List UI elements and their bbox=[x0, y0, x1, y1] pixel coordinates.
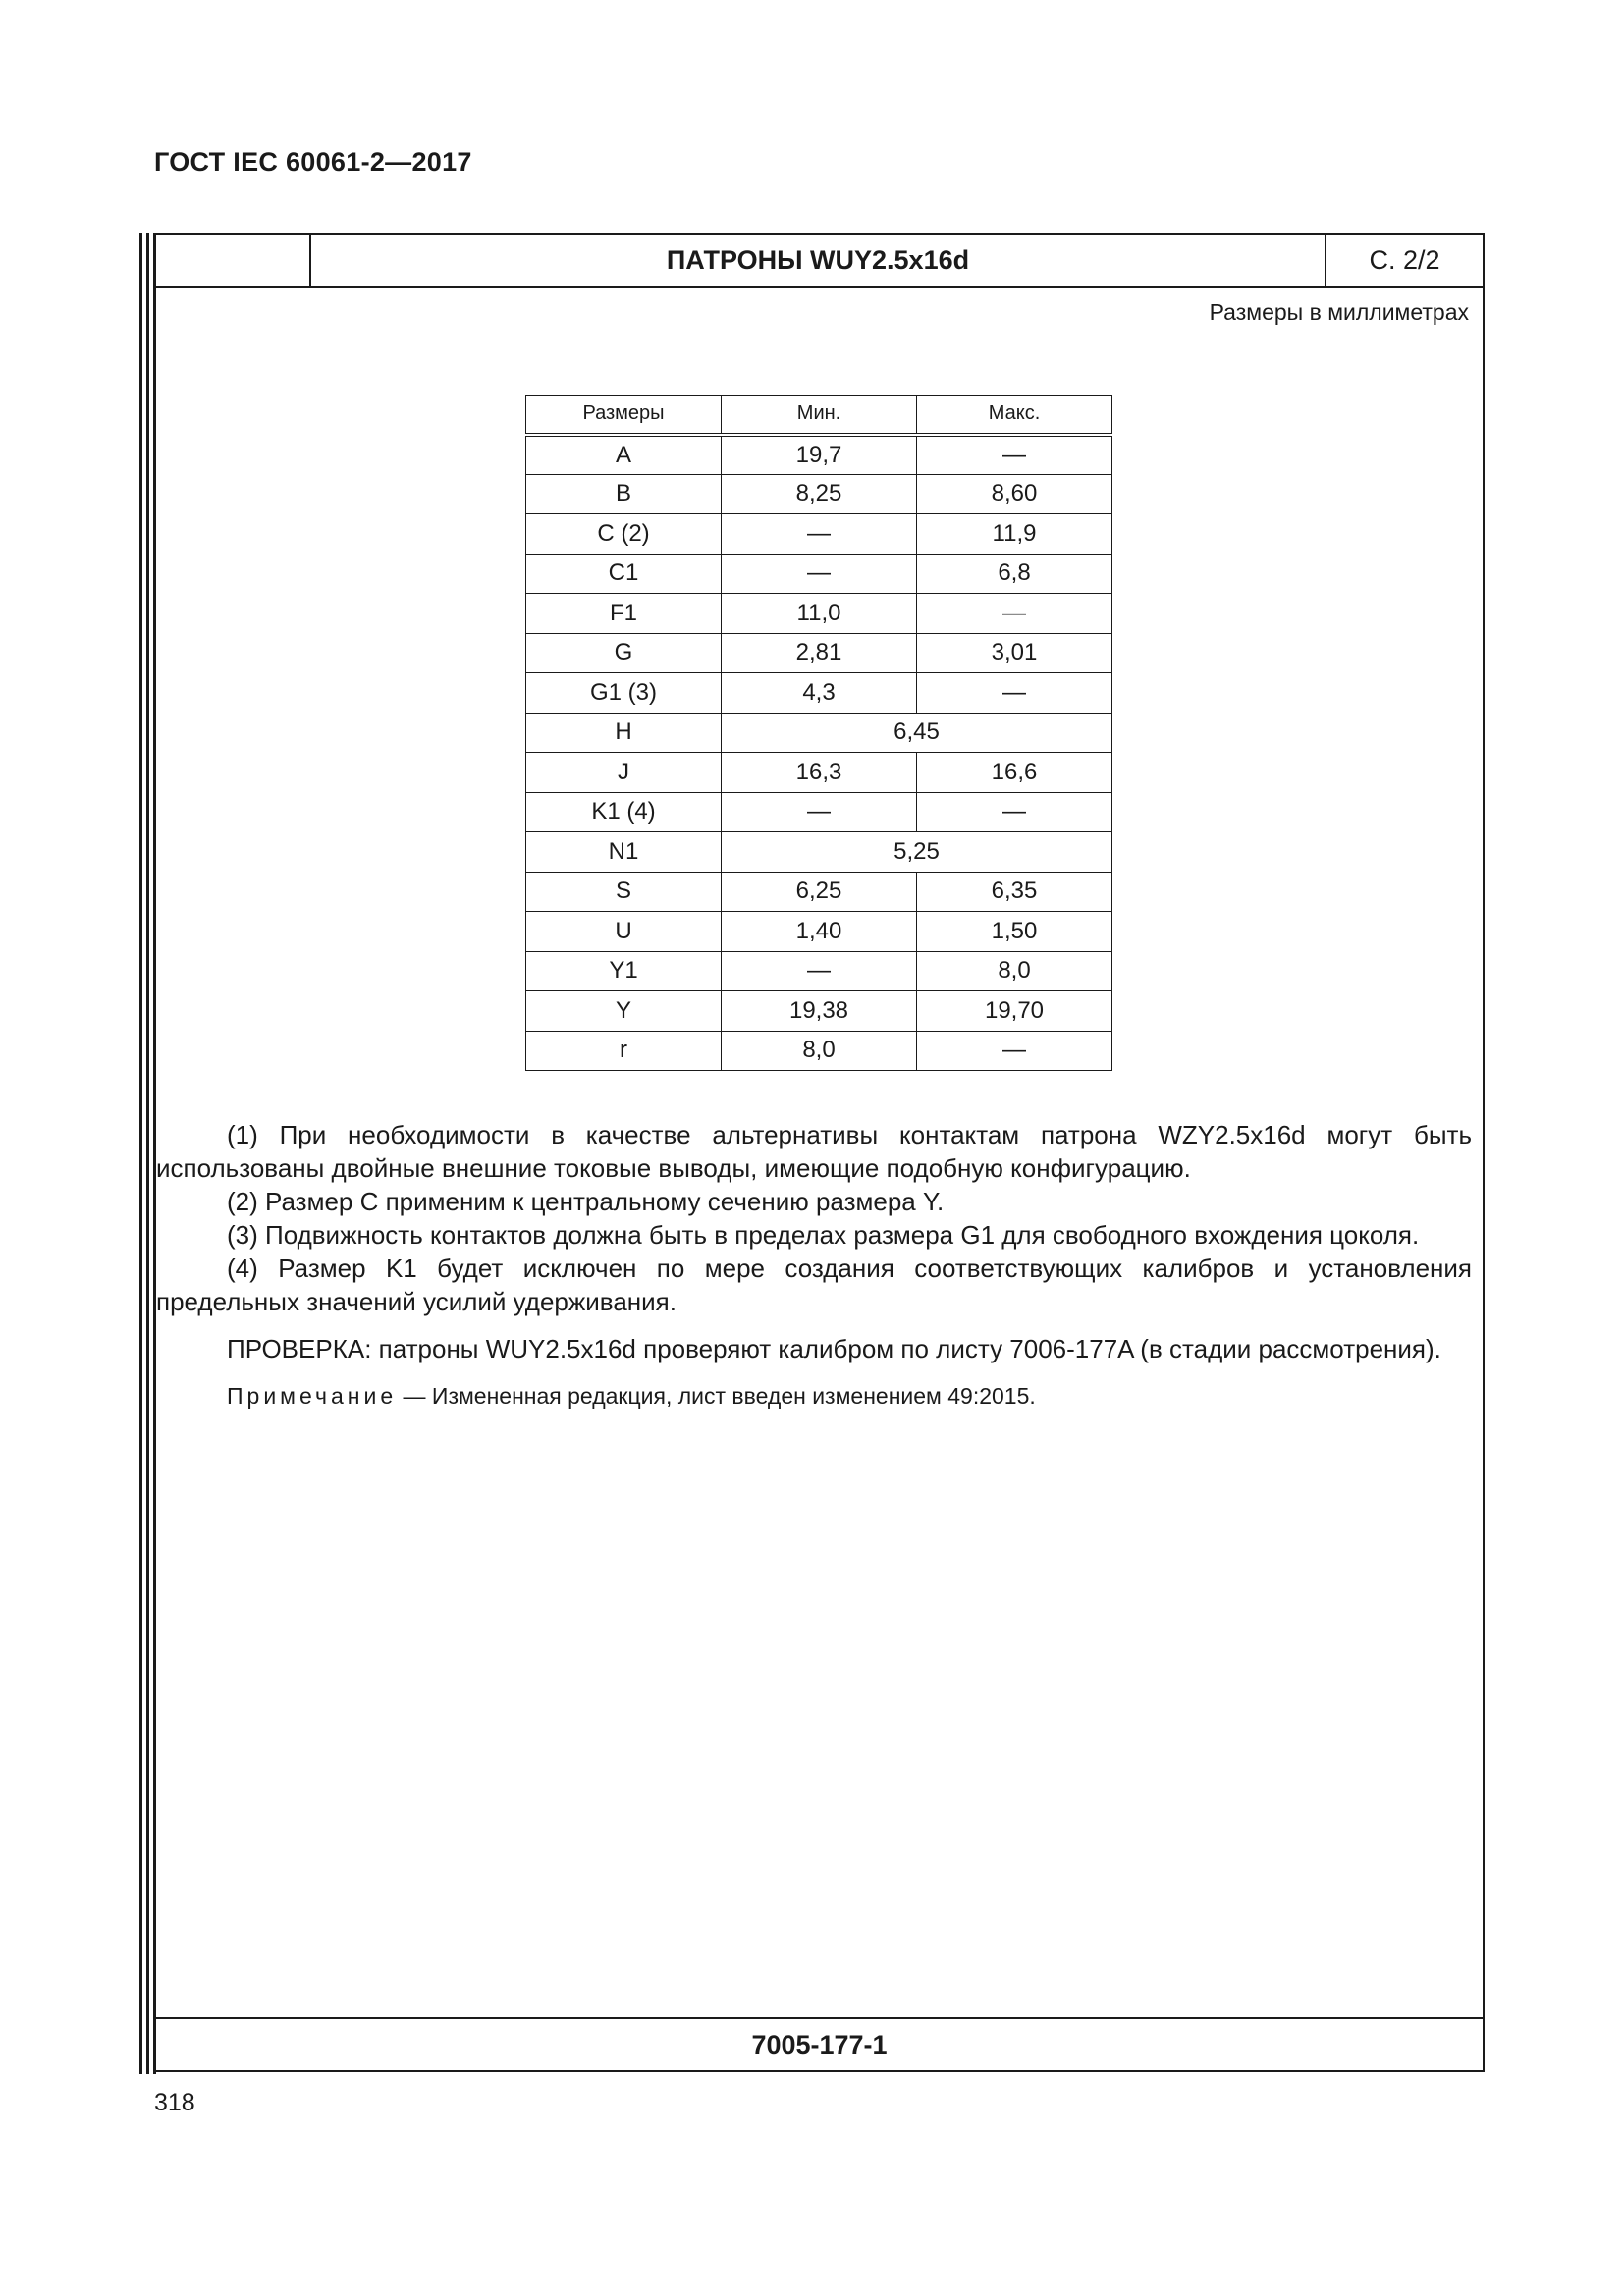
left-border-line bbox=[146, 233, 149, 2074]
cell-max: 6,35 bbox=[917, 872, 1112, 912]
units-note: Размеры в миллиметрах bbox=[1209, 299, 1469, 325]
cell-min: 16,3 bbox=[722, 753, 917, 793]
table-row bbox=[526, 872, 1112, 912]
sheet-title: ПАТРОНЫ WUY2.5x16d bbox=[666, 245, 970, 275]
cell-min: — bbox=[722, 951, 917, 991]
cell-dimension: Y bbox=[526, 991, 722, 1032]
document-header: ГОСТ IEC 60061-2—2017 bbox=[154, 147, 472, 177]
cell-max: — bbox=[917, 594, 1112, 634]
cell-min: — bbox=[722, 554, 917, 594]
cell-dimension: F1 bbox=[526, 594, 722, 634]
cell-min: 4,3 bbox=[722, 673, 917, 714]
sheet-page-indicator: С. 2/2 bbox=[1325, 235, 1483, 286]
left-border-line bbox=[139, 233, 142, 2074]
cell-max: 11,9 bbox=[917, 514, 1112, 555]
cell-min: 2,81 bbox=[722, 633, 917, 673]
cell-dimension: J bbox=[526, 753, 722, 793]
table-row bbox=[526, 753, 1112, 793]
remark-text: — Измененная редакция, лист введен изменением 49:2015. bbox=[397, 1383, 1036, 1409]
column-header-max: Макс. bbox=[917, 396, 1112, 435]
cell-max: 1,50 bbox=[917, 912, 1112, 952]
check-paragraph: ПРОВЕРКА: патроны WUY2.5x16d проверяют калибром по листу 7006-177A (в стадии рассмотрения). bbox=[227, 1334, 1441, 1363]
cell-max: 16,6 bbox=[917, 753, 1112, 793]
cell-dimension: G bbox=[526, 633, 722, 673]
cell-max: — bbox=[917, 673, 1112, 714]
cell-dimension: K1 (4) bbox=[526, 792, 722, 832]
table-row bbox=[526, 951, 1112, 991]
cell-dimension: S bbox=[526, 872, 722, 912]
sheet-code: 7005-177-1 bbox=[156, 2017, 1483, 2070]
table-row bbox=[526, 713, 1112, 753]
table-row bbox=[526, 832, 1112, 873]
table-row bbox=[526, 633, 1112, 673]
cell-dimension: N1 bbox=[526, 832, 722, 873]
cell-max: 19,70 bbox=[917, 991, 1112, 1032]
remark-label: Примечание bbox=[227, 1383, 398, 1409]
cell-min: 8,0 bbox=[722, 1031, 917, 1071]
cell-dimension: G1 (3) bbox=[526, 673, 722, 714]
table-row bbox=[526, 912, 1112, 952]
cell-max: — bbox=[917, 792, 1112, 832]
sheet-title-row bbox=[156, 235, 1483, 288]
cell-max: 8,60 bbox=[917, 474, 1112, 514]
cell-dimension: Y1 bbox=[526, 951, 722, 991]
sheet-frame bbox=[156, 233, 1485, 2072]
cell-dimension: C (2) bbox=[526, 514, 722, 555]
footnote-3: (3) Подвижность контактов должна быть в пределах размера G1 для свободного вхождения цоколя. bbox=[227, 1220, 1420, 1250]
table-row bbox=[526, 792, 1112, 832]
footnote-4: (4) Размер K1 будет исключен по мере создания соответствующих калибров и установления предельных значений усилий удерживания. bbox=[156, 1254, 1472, 1316]
dimensions-table bbox=[525, 395, 1112, 1071]
cell-min: 11,0 bbox=[722, 594, 917, 634]
column-header-min: Мин. bbox=[722, 396, 917, 435]
cell-max: 8,0 bbox=[917, 951, 1112, 991]
cell-min: 1,40 bbox=[722, 912, 917, 952]
cell-max: 6,8 bbox=[917, 554, 1112, 594]
remark-paragraph bbox=[156, 1379, 1472, 1413]
table-row bbox=[526, 1031, 1112, 1071]
cell-dimension: H bbox=[526, 713, 722, 753]
table-row bbox=[526, 554, 1112, 594]
cell-dimension: U bbox=[526, 912, 722, 952]
table-row bbox=[526, 673, 1112, 714]
table-row bbox=[526, 514, 1112, 555]
cell-min: — bbox=[722, 514, 917, 555]
cell-merged-value: 6,45 bbox=[722, 713, 1112, 753]
cell-dimension: C1 bbox=[526, 554, 722, 594]
cell-dimension: r bbox=[526, 1031, 722, 1071]
table-row bbox=[526, 435, 1112, 475]
cell-max: — bbox=[917, 1031, 1112, 1071]
table-row bbox=[526, 991, 1112, 1032]
cell-max: 3,01 bbox=[917, 633, 1112, 673]
cell-merged-value: 5,25 bbox=[722, 832, 1112, 873]
cell-dimension: A bbox=[526, 435, 722, 475]
cell-min: 6,25 bbox=[722, 872, 917, 912]
cell-min: — bbox=[722, 792, 917, 832]
title-empty-cell bbox=[156, 235, 311, 286]
table-row bbox=[526, 594, 1112, 634]
notes-section bbox=[156, 1118, 1472, 1413]
cell-min: 19,7 bbox=[722, 435, 917, 475]
table-body bbox=[526, 435, 1112, 1071]
column-header-dimension: Размеры bbox=[526, 396, 722, 435]
table-row bbox=[526, 474, 1112, 514]
cell-min: 8,25 bbox=[722, 474, 917, 514]
footnote-1: (1) При необходимости в качестве альтернативы контактам патрона WZY2.5x16d могут быть использованы двойные внешние токовые выводы, имеющие подобную конфигурацию. bbox=[156, 1120, 1472, 1183]
page-number: 318 bbox=[154, 2089, 195, 2116]
cell-max: — bbox=[917, 435, 1112, 475]
cell-dimension: B bbox=[526, 474, 722, 514]
footnote-2: (2) Размер C применим к центральному сечению размера Y. bbox=[227, 1187, 945, 1216]
table-header-row bbox=[526, 396, 1112, 435]
cell-min: 19,38 bbox=[722, 991, 917, 1032]
